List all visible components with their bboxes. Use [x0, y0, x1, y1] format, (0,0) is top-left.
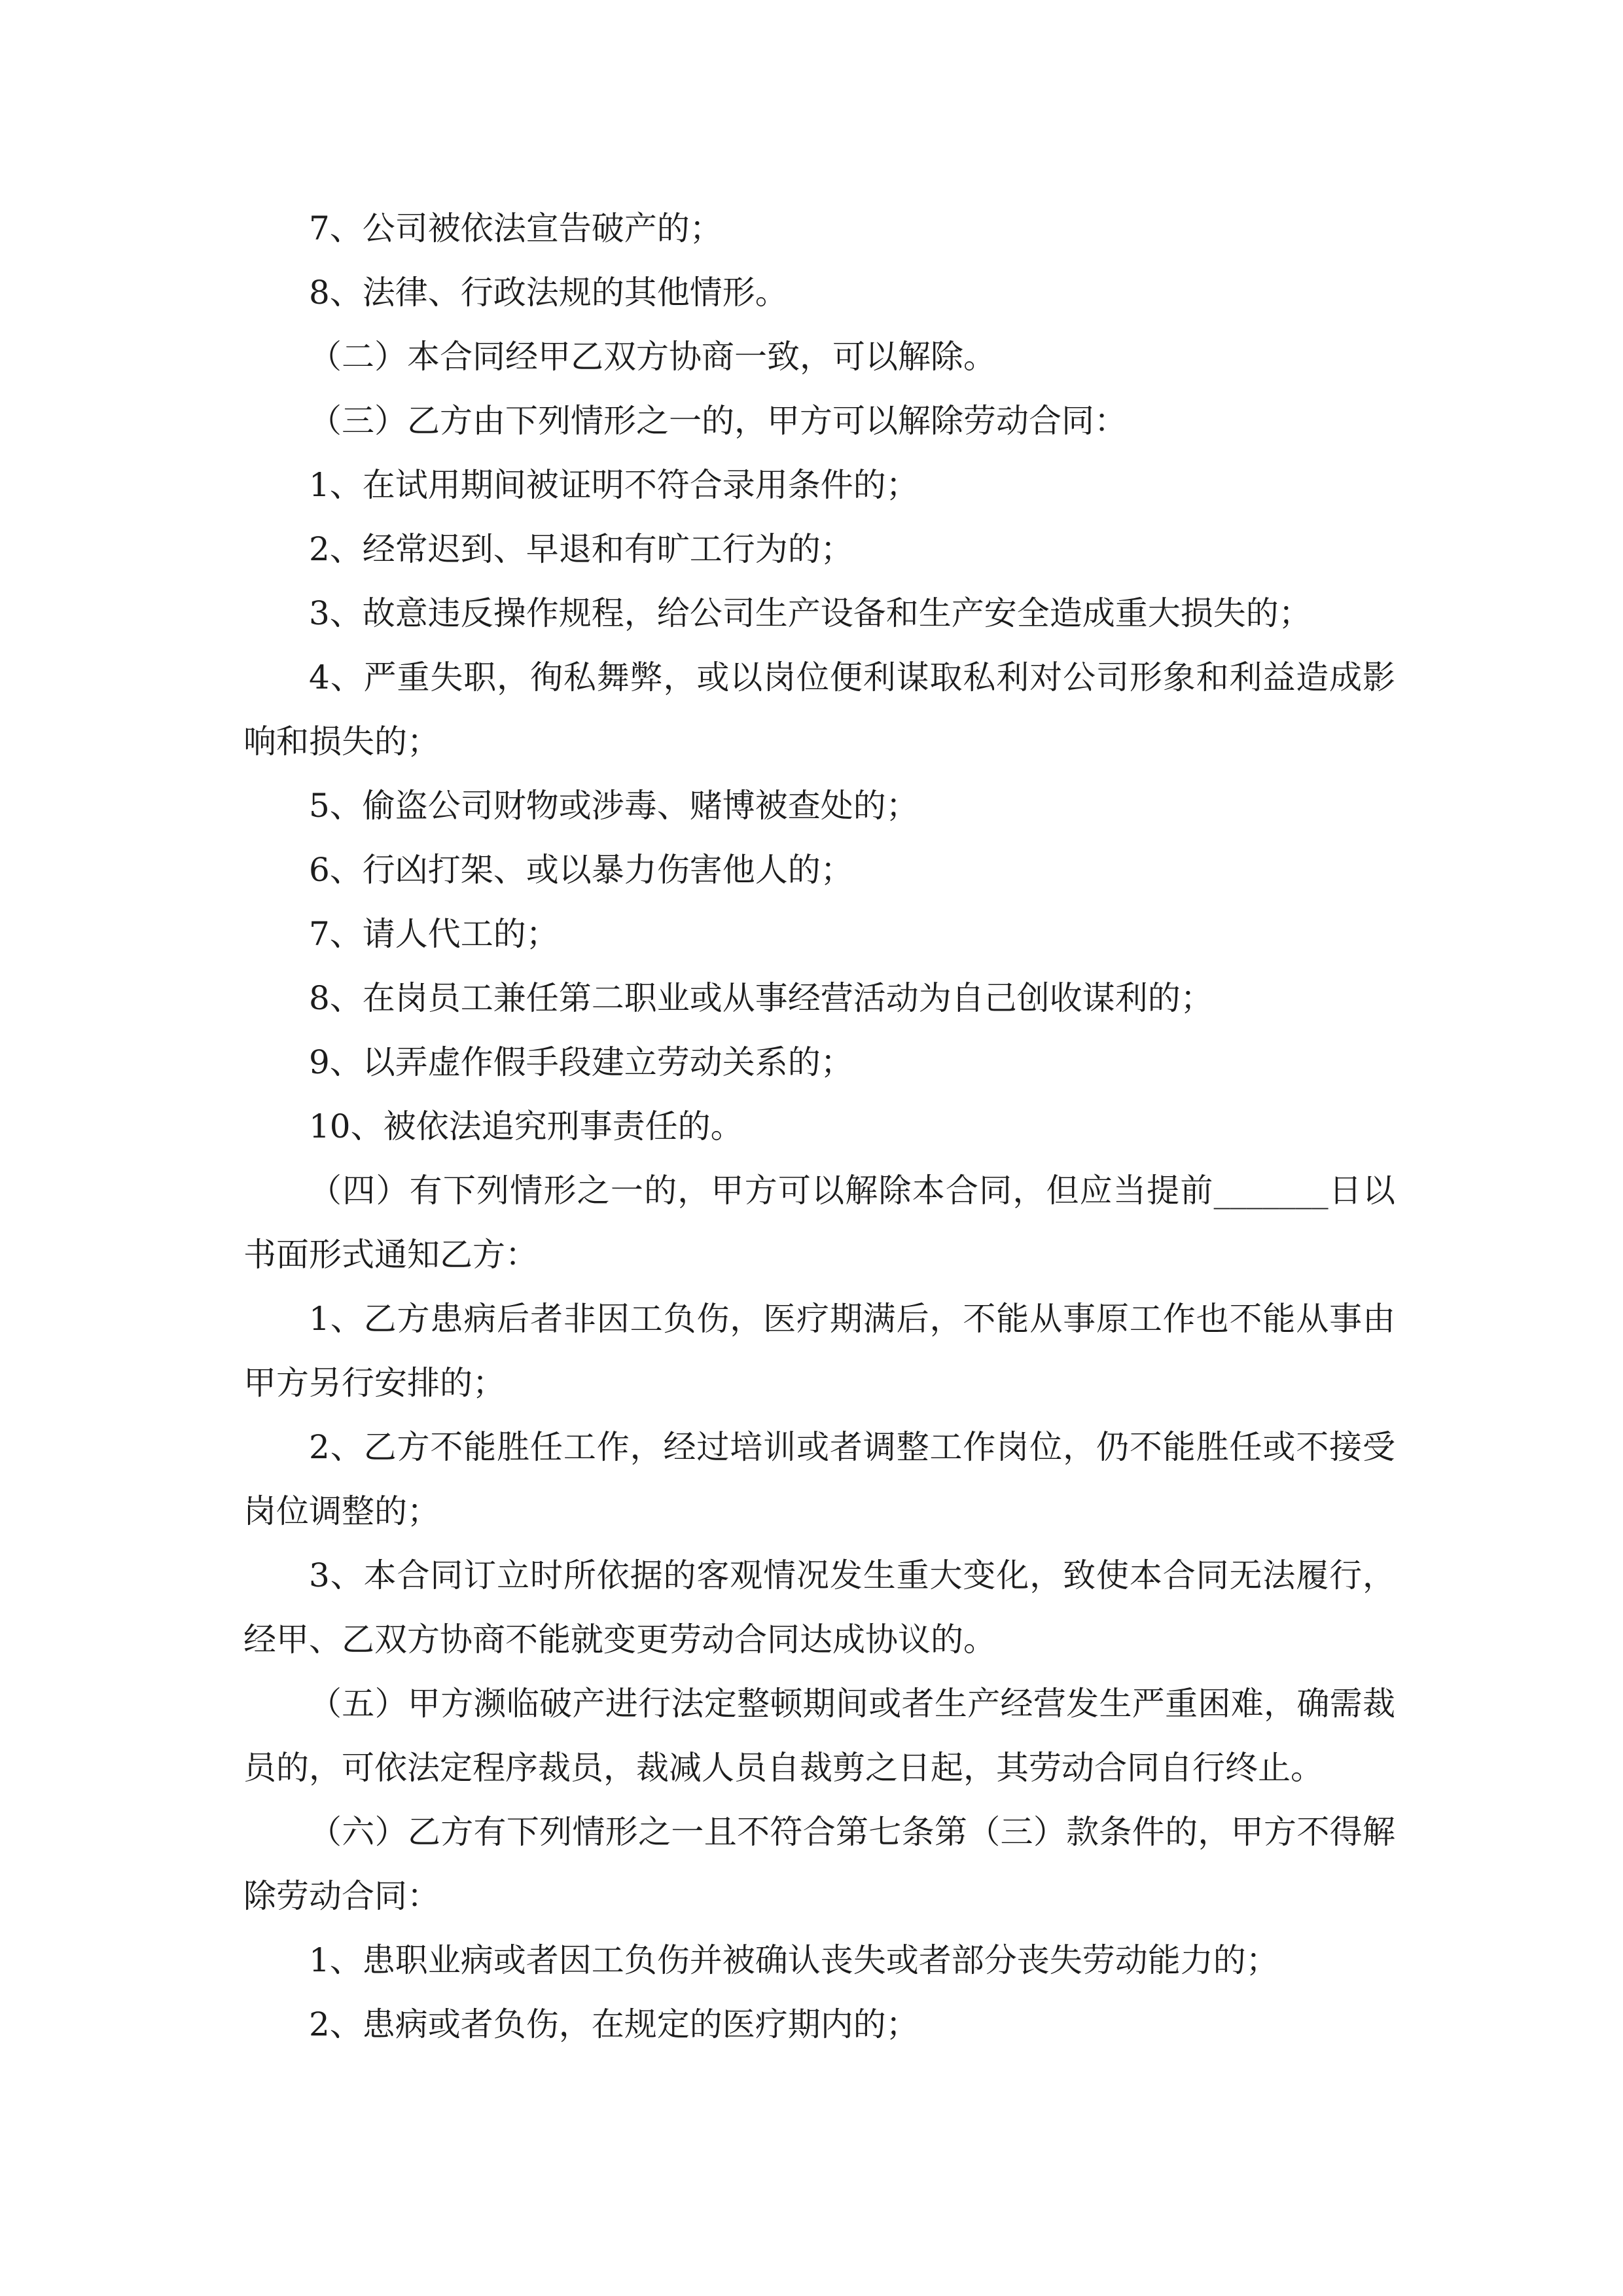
clause-item: 8、法律、行政法规的其他情形。 — [309, 274, 788, 312]
clause-item: 1、患职业病或者因工负伤并被确认丧失或者部分丧失劳动能力的； — [309, 1941, 1279, 1979]
section-heading: （四）有下列情形之一的，甲方可以解除本合同，但应当提前_______日以书面形式通知乙方： — [243, 1172, 1395, 1274]
clause-item: 7、公司被依法宣告破产的； — [309, 209, 722, 247]
clause-item: 2、乙方不能胜任工作，经过培训或者调整工作岗位，仍不能胜任或不接受岗位调整的； — [243, 1428, 1395, 1530]
clause-item: 9、以弄虚作假手段建立劳动关系的； — [309, 1043, 853, 1081]
clause-item: 3、本合同订立时所依据的客观情况发生重大变化，致使本合同无法履行，经甲、乙双方协商不能就变更劳动合同达成协议的。 — [243, 1556, 1395, 1659]
section-heading: （三）乙方由下列情形之一的，甲方可以解除劳动合同： — [309, 402, 1127, 440]
clause-item: 6、行凶打架、或以暴力伤害他人的； — [309, 851, 853, 889]
clause-item: 8、在岗员工兼任第二职业或从事经营活动为自己创收谋利的； — [309, 979, 1213, 1017]
section-heading: （五）甲方濒临破产进行法定整顿期间或者生产经营发生严重困难，确需裁员的，可依法定程序裁员，裁减人员自裁剪之日起，其劳动合同自行终止。 — [243, 1685, 1395, 1787]
clause-item: 1、在试用期间被证明不符合录用条件的； — [309, 466, 919, 504]
clause-item: 1、乙方患病后者非因工负伤，医疗期满后，不能从事原工作也不能从事由甲方另行安排的； — [243, 1300, 1395, 1402]
clause-item: 2、患病或者负伤，在规定的医疗期内的； — [309, 2005, 919, 2043]
section-heading: （六）乙方有下列情形之一且不符合第七条第（三）款条件的，甲方不得解除劳动合同： — [243, 1813, 1395, 1915]
clause-item: 7、请人代工的； — [309, 915, 559, 953]
section-heading: （二）本合同经甲乙双方协商一致，可以解除。 — [309, 338, 996, 376]
clause-item: 5、偷盗公司财物或涉毒、赌博被查处的； — [309, 787, 919, 825]
clause-item: 4、严重失职，徇私舞弊，或以岗位便利谋取私利对公司形象和利益造成影响和损失的； — [243, 658, 1395, 761]
clause-item: 3、故意违反操作规程，给公司生产设备和生产安全造成重大损失的； — [309, 594, 1311, 632]
clause-item: 10、被依法追究刑事责任的。 — [309, 1107, 743, 1145]
document-body — [243, 196, 1395, 2056]
clause-item: 2、经常迟到、早退和有旷工行为的； — [309, 530, 853, 568]
